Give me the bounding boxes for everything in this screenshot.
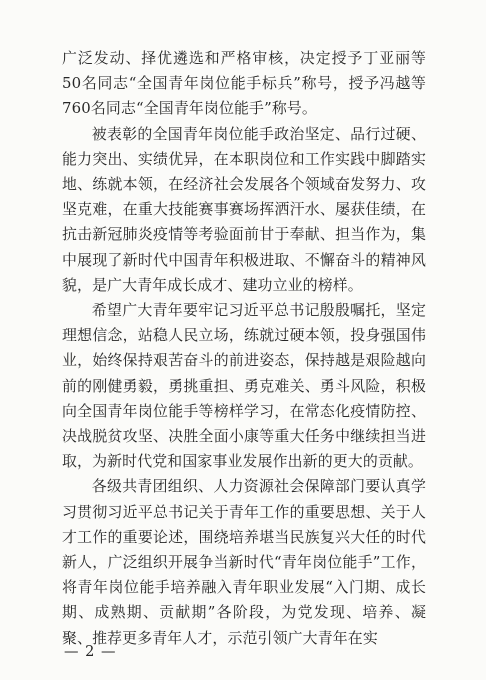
paragraph-awardee-qualities: 被表彰的全国青年岗位能手政治坚定、品行过硬、能力突出、实绩优异，在本职岗位和工作实践中脚踏实地、练就本领，在经济社会发展各个领域奋发努力、攻坚克难，在重大技能赛事赛场挥洒汗水、屡获佳绩，在抗击新冠肺炎疫情等考验面前甘于奉献、担当作为，集中展现了新时代中国青年积极进取、不懈奋斗的精神风貌，是广大青年成长成才、建功立业的榜样。 <box>62 124 426 294</box>
paragraph-youth-expectations: 希望广大青年要牢记习近平总书记殷殷嘱托，坚定理想信念，站稳人民立场，练就过硬本领，投身强国伟业，始终保持艰苦奋斗的前进姿态，保持越是艰险越向前的刚健勇毅，勇挑重担、勇克难关、勇斗风险，积极向全国青年岗位能手等榜样学习，在常态化疫情防控、决战脱贫攻坚、决胜全面小康等重大任务中继续担当进取，为新时代党和国家事业发展作出新的更大的贡献。 <box>62 301 426 471</box>
paragraph-award-decision: 广泛发动、择优遴选和严格审核，决定授予丁亚丽等50名同志“全国青年岗位能手标兵”称号，授予冯越等760名同志“全国青年岗位能手”称号。 <box>62 49 426 118</box>
page-number: — 2 — <box>64 644 117 660</box>
paragraph-organization-requirements: 各级共青团组织、人力资源社会保障部门要认真学习贯彻习近平总书记关于青年工作的重要思想、关于人才工作的重要论述，围绕培养堪当民族复兴大任的时代新人，广泛组织开展争当新时代“青年岗位能手”工作，将青年岗位能手培养融入青年职业发展“入门期、成长期、成熟期、贡献期”各阶段，为党发现、培养、凝聚、推荐更多青年人才，示范引领广大青年在实 <box>62 477 426 647</box>
document-body <box>62 46 426 651</box>
